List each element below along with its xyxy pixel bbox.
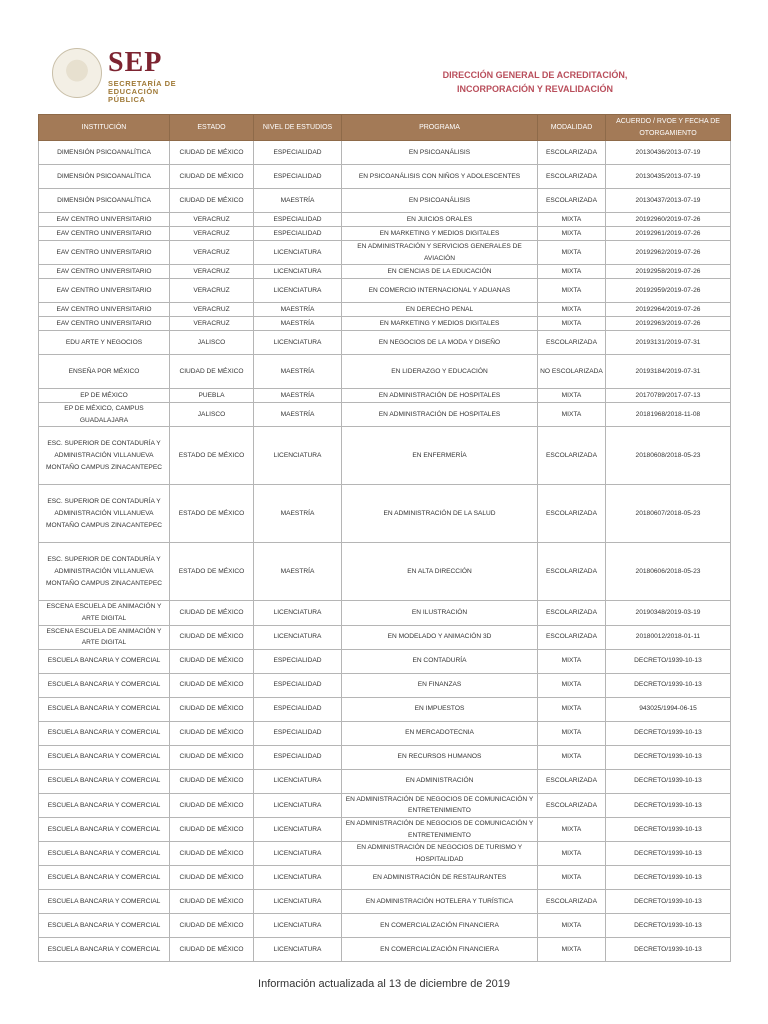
cell-acuerdo: 20192958/2019-07-26	[606, 265, 731, 279]
table-row	[39, 189, 731, 213]
cell-programa: EN COMERCIO INTERNACIONAL Y ADUANAS	[342, 279, 538, 303]
cell-estado: CIUDAD DE MÉXICO	[170, 673, 254, 697]
logo-subtitle	[108, 80, 182, 104]
table-row	[39, 485, 731, 543]
cell-estado: CIUDAD DE MÉXICO	[170, 890, 254, 914]
cell-institucion: ESCUELA BANCARIA Y COMERCIAL	[39, 673, 170, 697]
cell-institucion: EAV CENTRO UNIVERSITARIO	[39, 213, 170, 227]
cell-estado: VERACRUZ	[170, 265, 254, 279]
cell-programa: EN ADMINISTRACIÓN DE HOSPITALES	[342, 403, 538, 427]
cell-modalidad: ESCOLARIZADA	[538, 485, 606, 543]
cell-institucion: ESCUELA BANCARIA Y COMERCIAL	[39, 769, 170, 793]
cell-institucion: ESCUELA BANCARIA Y COMERCIAL	[39, 697, 170, 721]
cell-estado: CIUDAD DE MÉXICO	[170, 938, 254, 962]
cell-institucion: ESCUELA BANCARIA Y COMERCIAL	[39, 817, 170, 841]
table-header-row	[39, 115, 731, 141]
cell-estado: CIUDAD DE MÉXICO	[170, 625, 254, 649]
cell-institucion: ESCUELA BANCARIA Y COMERCIAL	[39, 938, 170, 962]
cell-institucion: DIMENSIÓN PSICOANALÍTICA	[39, 165, 170, 189]
cell-programa: EN ADMINISTRACIÓN DE NEGOCIOS DE COMUNICACIÓN Y ENTRETENIMIENTO	[342, 793, 538, 817]
cell-programa: EN MERCADOTECNIA	[342, 721, 538, 745]
cell-modalidad: MIXTA	[538, 697, 606, 721]
cell-modalidad: ESCOLARIZADA	[538, 189, 606, 213]
cell-acuerdo: 20192961/2019-07-26	[606, 227, 731, 241]
table-row	[39, 866, 731, 890]
cell-modalidad: ESCOLARIZADA	[538, 793, 606, 817]
table-row	[39, 817, 731, 841]
cell-nivel: LICENCIATURA	[254, 331, 342, 355]
cell-estado: VERACRUZ	[170, 279, 254, 303]
cell-programa: EN ADMINISTRACIÓN DE HOSPITALES	[342, 389, 538, 403]
cell-acuerdo: 20190348/2019-03-19	[606, 601, 731, 625]
cell-estado: ESTADO DE MÉXICO	[170, 485, 254, 543]
cell-nivel: ESPECIALIDAD	[254, 721, 342, 745]
cell-institucion: ESCUELA BANCARIA Y COMERCIAL	[39, 721, 170, 745]
cell-modalidad: MIXTA	[538, 389, 606, 403]
programs-table	[38, 114, 731, 962]
cell-modalidad: MIXTA	[538, 279, 606, 303]
table-row	[39, 793, 731, 817]
table-body	[39, 141, 731, 962]
cell-programa: EN ADMINISTRACIÓN HOTELERA Y TURÍSTICA	[342, 890, 538, 914]
cell-programa: EN MARKETING Y MEDIOS DIGITALES	[342, 227, 538, 241]
cell-programa: EN COMERCIALIZACIÓN FINANCIERA	[342, 938, 538, 962]
cell-acuerdo: 20192962/2019-07-26	[606, 241, 731, 265]
cell-nivel: ESPECIALIDAD	[254, 673, 342, 697]
cell-institucion: ESCUELA BANCARIA Y COMERCIAL	[39, 914, 170, 938]
cell-modalidad: NO ESCOLARIZADA	[538, 355, 606, 389]
cell-modalidad: MIXTA	[538, 403, 606, 427]
coat-of-arms-icon	[52, 48, 102, 98]
cell-institucion: ESCUELA BANCARIA Y COMERCIAL	[39, 842, 170, 866]
cell-institucion: DIMENSIÓN PSICOANALÍTICA	[39, 141, 170, 165]
cell-institucion: EDU ARTE Y NEGOCIOS	[39, 331, 170, 355]
cell-institucion: EAV CENTRO UNIVERSITARIO	[39, 241, 170, 265]
cell-estado: CIUDAD DE MÉXICO	[170, 793, 254, 817]
table-row	[39, 355, 731, 389]
cell-institucion: ESCUELA BANCARIA Y COMERCIAL	[39, 866, 170, 890]
direction-line-2: INCORPORACIÓN Y REVALIDACIÓN	[456, 84, 613, 94]
cell-acuerdo: 20130437/2013-07-19	[606, 189, 731, 213]
cell-nivel: ESPECIALIDAD	[254, 165, 342, 189]
cell-nivel: LICENCIATURA	[254, 427, 342, 485]
cell-modalidad: ESCOLARIZADA	[538, 769, 606, 793]
sep-logo	[52, 46, 182, 104]
cell-estado: JALISCO	[170, 331, 254, 355]
cell-programa: EN ALTA DIRECCIÓN	[342, 543, 538, 601]
cell-programa: EN PSICOANÁLISIS	[342, 141, 538, 165]
col-header-modalidad: MODALIDAD	[538, 115, 606, 141]
cell-modalidad: MIXTA	[538, 745, 606, 769]
cell-acuerdo: 20130436/2013-07-19	[606, 141, 731, 165]
table-row	[39, 601, 731, 625]
cell-institucion: ESCUELA BANCARIA Y COMERCIAL	[39, 745, 170, 769]
cell-programa: EN MARKETING Y MEDIOS DIGITALES	[342, 317, 538, 331]
cell-modalidad: MIXTA	[538, 317, 606, 331]
cell-estado: CIUDAD DE MÉXICO	[170, 721, 254, 745]
cell-nivel: LICENCIATURA	[254, 265, 342, 279]
cell-nivel: LICENCIATURA	[254, 817, 342, 841]
cell-nivel: LICENCIATURA	[254, 241, 342, 265]
cell-estado: CIUDAD DE MÉXICO	[170, 817, 254, 841]
cell-programa: EN ADMINISTRACIÓN	[342, 769, 538, 793]
cell-estado: CIUDAD DE MÉXICO	[170, 141, 254, 165]
cell-institucion: ESCUELA BANCARIA Y COMERCIAL	[39, 793, 170, 817]
cell-modalidad: MIXTA	[538, 866, 606, 890]
cell-modalidad: ESCOLARIZADA	[538, 890, 606, 914]
cell-programa: EN ADMINISTRACIÓN DE NEGOCIOS DE COMUNICACIÓN Y ENTRETENIMIENTO	[342, 817, 538, 841]
cell-nivel: MAESTRÍA	[254, 355, 342, 389]
table-row	[39, 697, 731, 721]
cell-estado: CIUDAD DE MÉXICO	[170, 165, 254, 189]
cell-acuerdo: 20192964/2019-07-26	[606, 303, 731, 317]
cell-programa: EN JUICIOS ORALES	[342, 213, 538, 227]
cell-institucion: ESCENA ESCUELA DE ANIMACIÓN Y ARTE DIGITAL	[39, 601, 170, 625]
cell-nivel: ESPECIALIDAD	[254, 213, 342, 227]
cell-estado: VERACRUZ	[170, 303, 254, 317]
cell-acuerdo: 20130435/2013-07-19	[606, 165, 731, 189]
cell-nivel: ESPECIALIDAD	[254, 141, 342, 165]
table-row	[39, 403, 731, 427]
cell-institucion: ESCUELA BANCARIA Y COMERCIAL	[39, 890, 170, 914]
table-row	[39, 769, 731, 793]
cell-programa: EN ADMINISTRACIÓN DE LA SALUD	[342, 485, 538, 543]
cell-programa: EN ENFERMERÍA	[342, 427, 538, 485]
cell-acuerdo: DECRETO/1939-10-13	[606, 817, 731, 841]
col-header-nivel: NIVEL DE ESTUDIOS	[254, 115, 342, 141]
cell-nivel: LICENCIATURA	[254, 866, 342, 890]
cell-acuerdo: DECRETO/1939-10-13	[606, 769, 731, 793]
cell-estado: ESTADO DE MÉXICO	[170, 543, 254, 601]
table-row	[39, 213, 731, 227]
cell-modalidad: ESCOLARIZADA	[538, 141, 606, 165]
cell-estado: CIUDAD DE MÉXICO	[170, 769, 254, 793]
table-row	[39, 842, 731, 866]
cell-programa: EN MODELADO Y ANIMACIÓN 3D	[342, 625, 538, 649]
table-row	[39, 141, 731, 165]
cell-acuerdo: DECRETO/1939-10-13	[606, 673, 731, 697]
cell-programa: EN ILUSTRACIÓN	[342, 601, 538, 625]
table-row	[39, 331, 731, 355]
cell-modalidad: ESCOLARIZADA	[538, 165, 606, 189]
cell-acuerdo: DECRETO/1939-10-13	[606, 938, 731, 962]
table-row	[39, 745, 731, 769]
cell-modalidad: MIXTA	[538, 649, 606, 673]
table-row	[39, 649, 731, 673]
cell-programa: EN CONTADURÍA	[342, 649, 538, 673]
col-header-programa: PROGRAMA	[342, 115, 538, 141]
table-row	[39, 914, 731, 938]
cell-programa: EN COMERCIALIZACIÓN FINANCIERA	[342, 914, 538, 938]
col-header-institucion: INSTITUCIÓN	[39, 115, 170, 141]
cell-institucion: ENSEÑA POR MÉXICO	[39, 355, 170, 389]
table-row	[39, 427, 731, 485]
cell-nivel: LICENCIATURA	[254, 279, 342, 303]
cell-programa: EN PSICOANÁLISIS	[342, 189, 538, 213]
cell-nivel: MAESTRÍA	[254, 189, 342, 213]
cell-estado: VERACRUZ	[170, 317, 254, 331]
cell-modalidad: MIXTA	[538, 938, 606, 962]
cell-institucion: DIMENSIÓN PSICOANALÍTICA	[39, 189, 170, 213]
cell-acuerdo: 20180012/2018-01-11	[606, 625, 731, 649]
cell-institucion: ESCENA ESCUELA DE ANIMACIÓN Y ARTE DIGITAL	[39, 625, 170, 649]
cell-acuerdo: 20193131/2019-07-31	[606, 331, 731, 355]
cell-acuerdo: 20192960/2019-07-26	[606, 213, 731, 227]
cell-nivel: LICENCIATURA	[254, 625, 342, 649]
cell-acuerdo: DECRETO/1939-10-13	[606, 890, 731, 914]
cell-nivel: LICENCIATURA	[254, 601, 342, 625]
cell-institucion: ESC. SUPERIOR DE CONTADURÍA Y ADMINISTRACIÓN VILLANUEVA MONTAÑO CAMPUS ZINACANTEPEC	[39, 427, 170, 485]
cell-acuerdo: 20192959/2019-07-26	[606, 279, 731, 303]
cell-institucion: ESC. SUPERIOR DE CONTADURÍA Y ADMINISTRACIÓN VILLANUEVA MONTAÑO CAMPUS ZINACANTEPEC	[39, 485, 170, 543]
cell-acuerdo: 943025/1994-06-15	[606, 697, 731, 721]
cell-institucion: EAV CENTRO UNIVERSITARIO	[39, 317, 170, 331]
cell-estado: PUEBLA	[170, 389, 254, 403]
cell-estado: CIUDAD DE MÉXICO	[170, 914, 254, 938]
cell-acuerdo: DECRETO/1939-10-13	[606, 914, 731, 938]
table-row	[39, 227, 731, 241]
cell-modalidad: MIXTA	[538, 914, 606, 938]
cell-nivel: MAESTRÍA	[254, 317, 342, 331]
cell-programa: EN CIENCIAS DE LA EDUCACIÓN	[342, 265, 538, 279]
cell-nivel: LICENCIATURA	[254, 793, 342, 817]
cell-programa: EN LIDERAZGO Y EDUCACIÓN	[342, 355, 538, 389]
cell-nivel: MAESTRÍA	[254, 303, 342, 317]
cell-modalidad: ESCOLARIZADA	[538, 625, 606, 649]
cell-modalidad: MIXTA	[538, 842, 606, 866]
table-row	[39, 543, 731, 601]
cell-programa: EN ADMINISTRACIÓN DE NEGOCIOS DE TURISMO Y HOSPITALIDAD	[342, 842, 538, 866]
cell-nivel: LICENCIATURA	[254, 769, 342, 793]
cell-nivel: MAESTRÍA	[254, 485, 342, 543]
cell-programa: EN PSICOANÁLISIS CON NIÑOS Y ADOLESCENTES	[342, 165, 538, 189]
cell-estado: CIUDAD DE MÉXICO	[170, 745, 254, 769]
cell-estado: JALISCO	[170, 403, 254, 427]
cell-acuerdo: DECRETO/1939-10-13	[606, 745, 731, 769]
cell-institucion: EAV CENTRO UNIVERSITARIO	[39, 279, 170, 303]
table-row	[39, 265, 731, 279]
cell-modalidad: MIXTA	[538, 227, 606, 241]
cell-nivel: LICENCIATURA	[254, 890, 342, 914]
col-header-estado: ESTADO	[170, 115, 254, 141]
cell-nivel: LICENCIATURA	[254, 938, 342, 962]
cell-acuerdo: 20180608/2018-05-23	[606, 427, 731, 485]
cell-estado: CIUDAD DE MÉXICO	[170, 842, 254, 866]
cell-institucion: ESC. SUPERIOR DE CONTADURÍA Y ADMINISTRACIÓN VILLANUEVA MONTAÑO CAMPUS ZINACANTEPEC	[39, 543, 170, 601]
cell-modalidad: ESCOLARIZADA	[538, 331, 606, 355]
direction-line-1: DIRECCIÓN GENERAL DE ACREDITACIÓN,	[442, 70, 628, 80]
cell-nivel: ESPECIALIDAD	[254, 745, 342, 769]
cell-acuerdo: DECRETO/1939-10-13	[606, 793, 731, 817]
cell-modalidad: MIXTA	[538, 303, 606, 317]
cell-institucion: EAV CENTRO UNIVERSITARIO	[39, 265, 170, 279]
cell-institucion: ESCUELA BANCARIA Y COMERCIAL	[39, 649, 170, 673]
update-note: Información actualizada al 13 de diciembre de 2019	[258, 978, 510, 990]
cell-estado: VERACRUZ	[170, 213, 254, 227]
logo-text: SEP	[108, 47, 163, 78]
cell-nivel: MAESTRÍA	[254, 543, 342, 601]
table-row	[39, 938, 731, 962]
cell-estado: ESTADO DE MÉXICO	[170, 427, 254, 485]
cell-acuerdo: DECRETO/1939-10-13	[606, 721, 731, 745]
cell-institucion: EAV CENTRO UNIVERSITARIO	[39, 227, 170, 241]
table-row	[39, 241, 731, 265]
cell-programa: EN ADMINISTRACIÓN Y SERVICIOS GENERALES DE AVIACIÓN	[342, 241, 538, 265]
cell-acuerdo: 20170789/2017-07-13	[606, 389, 731, 403]
cell-nivel: LICENCIATURA	[254, 842, 342, 866]
cell-estado: VERACRUZ	[170, 227, 254, 241]
cell-acuerdo: DECRETO/1939-10-13	[606, 649, 731, 673]
cell-estado: CIUDAD DE MÉXICO	[170, 697, 254, 721]
cell-modalidad: ESCOLARIZADA	[538, 427, 606, 485]
cell-nivel: ESPECIALIDAD	[254, 697, 342, 721]
cell-estado: CIUDAD DE MÉXICO	[170, 649, 254, 673]
cell-nivel: ESPECIALIDAD	[254, 649, 342, 673]
cell-modalidad: ESCOLARIZADA	[538, 543, 606, 601]
cell-institucion: EP DE MÉXICO, CAMPUS GUADALAJARA	[39, 403, 170, 427]
cell-programa: EN DERECHO PENAL	[342, 303, 538, 317]
cell-modalidad: MIXTA	[538, 241, 606, 265]
cell-modalidad: ESCOLARIZADA	[538, 601, 606, 625]
table-row	[39, 625, 731, 649]
table-row	[39, 165, 731, 189]
cell-acuerdo: 20180607/2018-05-23	[606, 485, 731, 543]
cell-estado: CIUDAD DE MÉXICO	[170, 189, 254, 213]
cell-modalidad: MIXTA	[538, 265, 606, 279]
cell-estado: CIUDAD DE MÉXICO	[170, 866, 254, 890]
cell-institucion: EP DE MÉXICO	[39, 389, 170, 403]
direction-heading	[400, 68, 670, 96]
cell-programa: EN NEGOCIOS DE LA MODA Y DISEÑO	[342, 331, 538, 355]
cell-modalidad: MIXTA	[538, 673, 606, 697]
cell-programa: EN ADMINISTRACIÓN DE RESTAURANTES	[342, 866, 538, 890]
table-row	[39, 303, 731, 317]
cell-modalidad: MIXTA	[538, 817, 606, 841]
table-row	[39, 890, 731, 914]
table-row	[39, 721, 731, 745]
cell-acuerdo: DECRETO/1939-10-13	[606, 842, 731, 866]
cell-estado: VERACRUZ	[170, 241, 254, 265]
cell-programa: EN FINANZAS	[342, 673, 538, 697]
logo-subtitle-line-1: SECRETARÍA DE	[108, 79, 177, 88]
cell-nivel: MAESTRÍA	[254, 403, 342, 427]
cell-estado: CIUDAD DE MÉXICO	[170, 601, 254, 625]
cell-estado: CIUDAD DE MÉXICO	[170, 355, 254, 389]
table-row	[39, 389, 731, 403]
cell-modalidad: MIXTA	[538, 213, 606, 227]
cell-programa: EN RECURSOS HUMANOS	[342, 745, 538, 769]
cell-nivel: ESPECIALIDAD	[254, 227, 342, 241]
cell-acuerdo: 20180606/2018-05-23	[606, 543, 731, 601]
table-row	[39, 673, 731, 697]
cell-nivel: MAESTRÍA	[254, 389, 342, 403]
cell-programa: EN IMPUESTOS	[342, 697, 538, 721]
cell-institucion: EAV CENTRO UNIVERSITARIO	[39, 303, 170, 317]
logo-subtitle-line-2: EDUCACIÓN PÚBLICA	[108, 87, 159, 104]
table-row	[39, 279, 731, 303]
cell-acuerdo: 20181968/2018-11-08	[606, 403, 731, 427]
cell-acuerdo: 20193184/2019-07-31	[606, 355, 731, 389]
col-header-acuerdo: ACUERDO / RVOE Y FECHA DE OTORGAMIENTO	[606, 115, 731, 141]
cell-acuerdo: DECRETO/1939-10-13	[606, 866, 731, 890]
cell-modalidad: MIXTA	[538, 721, 606, 745]
cell-nivel: LICENCIATURA	[254, 914, 342, 938]
table-row	[39, 317, 731, 331]
cell-acuerdo: 20192963/2019-07-26	[606, 317, 731, 331]
